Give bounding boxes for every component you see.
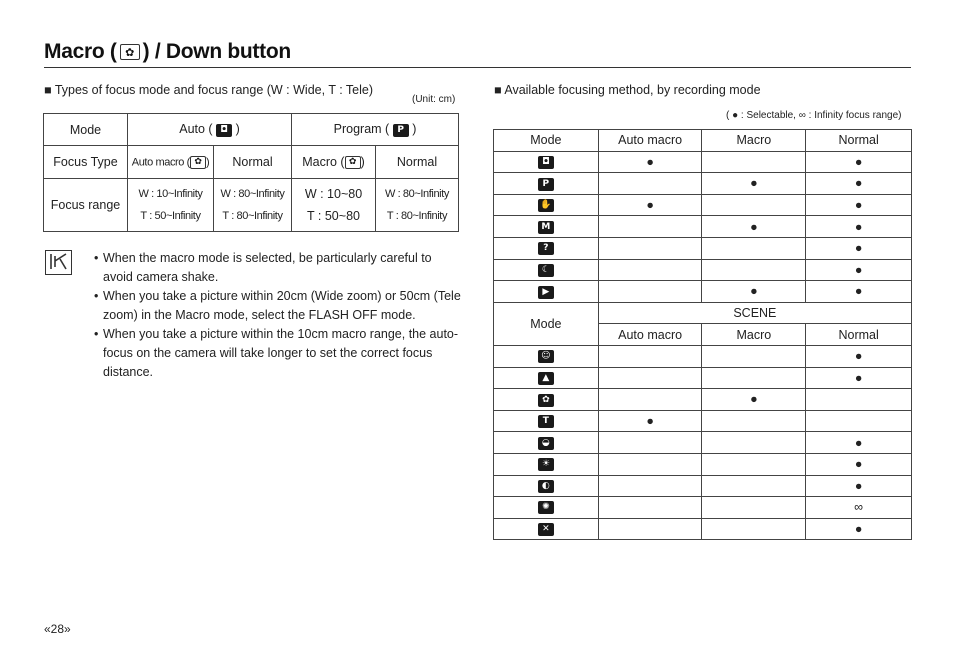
- normal-value: ●: [806, 216, 912, 238]
- table-row: [494, 497, 912, 519]
- normal-value: ●: [806, 453, 912, 475]
- normal-cell-1: Normal: [214, 146, 292, 179]
- page-title: [44, 40, 291, 64]
- normal-value: ●: [806, 518, 912, 540]
- focusing-method-heading: ■ Available focusing method, by recording mode: [494, 83, 761, 97]
- auto-macro-value: ●: [598, 151, 702, 173]
- manual-icon: M: [538, 221, 554, 234]
- camera-auto-icon: ◘: [538, 156, 554, 169]
- mode-icon-cell: [494, 518, 599, 540]
- range-w: W : 10~Infinity: [138, 188, 203, 200]
- auto-macro-value: ●: [598, 410, 702, 432]
- macro-value: [702, 518, 806, 540]
- range-t: T : 50~Infinity: [140, 210, 201, 222]
- auto-macro-value: [598, 475, 702, 497]
- normal-value: ●: [806, 259, 912, 281]
- scene-mode-header: Mode: [494, 302, 599, 345]
- range-auto-macro: [128, 179, 214, 232]
- caution-list: [94, 249, 464, 382]
- macro-value: ●: [702, 281, 806, 303]
- col-header: Normal: [806, 130, 912, 152]
- photo-help-icon: ?: [538, 242, 554, 255]
- mode-icon-cell: [494, 281, 599, 303]
- macro-value: ●: [702, 216, 806, 238]
- auto-macro-value: [598, 432, 702, 454]
- auto-macro-close: ): [205, 155, 210, 168]
- macro-value: [702, 151, 806, 173]
- macro-value: [702, 410, 806, 432]
- range-t: T : 80~Infinity: [222, 210, 283, 222]
- mode-icon-cell: [494, 453, 599, 475]
- table-row: [494, 259, 912, 281]
- macro-flower-icon: ✿: [190, 156, 206, 169]
- macro-value: [702, 367, 806, 389]
- normal-value: ●: [806, 194, 912, 216]
- macro-value: [702, 453, 806, 475]
- range-program-macro: [292, 179, 376, 232]
- macro-value: [702, 237, 806, 259]
- focus-mode-heading: ■ Types of focus mode and focus range (W : Wide, T : Tele): [44, 83, 374, 97]
- table-row: [494, 216, 912, 238]
- table-row: [494, 151, 912, 173]
- fireworks-icon: ✺: [538, 501, 554, 514]
- normal-value: ●: [806, 237, 912, 259]
- macro-flower-icon: ✿: [120, 44, 140, 60]
- table-row: [494, 281, 912, 303]
- table-row: [494, 410, 912, 432]
- sunset-icon: ◒: [538, 437, 554, 450]
- normal-value: ●: [806, 475, 912, 497]
- macro-close: ): [360, 154, 365, 169]
- table-row: [494, 432, 912, 454]
- beach-snow-icon: ✕: [538, 523, 554, 536]
- macro-value: [702, 194, 806, 216]
- page-number: «28»: [44, 622, 71, 636]
- focus-type-label: Focus Type: [44, 146, 128, 179]
- table-row: [494, 518, 912, 540]
- normal-value: [806, 389, 912, 411]
- caution-item: • When you take a picture within 20cm (Wide zoom) or 50cm (Tele zoom) in the Macro mode, select the FLASH OFF mode.: [94, 287, 464, 325]
- auto-macro-text: Auto macro (: [131, 155, 190, 168]
- night-icon: ☾: [538, 264, 554, 277]
- mode-icon-cell: [494, 259, 599, 281]
- col-header: Macro: [702, 324, 806, 346]
- program-icon: P: [538, 178, 554, 191]
- col-header: Auto macro: [598, 324, 702, 346]
- macro-value: ●: [702, 173, 806, 195]
- normal-value: ●: [806, 173, 912, 195]
- dawn-icon: ☀: [538, 458, 554, 471]
- mode-icon-cell: [494, 151, 599, 173]
- focus-mode-heading-text: Types of focus mode and focus range (W : Wide, T : Tele): [54, 83, 374, 97]
- program-label: Program (: [333, 122, 390, 137]
- mode-icon-cell: [494, 475, 599, 497]
- backlight-icon: ◐: [538, 480, 554, 493]
- unit-label: (Unit: cm): [412, 94, 456, 105]
- col-header: Mode: [494, 130, 599, 152]
- range-w: W : 80~Infinity: [220, 188, 285, 200]
- col-header: Macro: [702, 130, 806, 152]
- header-auto: [128, 114, 292, 146]
- macro-value: ●: [702, 389, 806, 411]
- range-t: T : 80~Infinity: [386, 210, 448, 222]
- macro-value: [702, 475, 806, 497]
- auto-macro-value: [598, 281, 702, 303]
- title-rule: [44, 67, 911, 68]
- header-mode: Mode: [44, 114, 128, 146]
- auto-macro-value: [598, 259, 702, 281]
- range-program-normal: [376, 179, 459, 232]
- macro-value: [702, 432, 806, 454]
- normal-value: ∞: [806, 497, 912, 519]
- macro-value: [702, 497, 806, 519]
- table-row: [494, 237, 912, 259]
- range-w: W : 80~Infinity: [384, 188, 449, 200]
- auto-macro-value: ●: [598, 194, 702, 216]
- table-row: [494, 453, 912, 475]
- table-row: [494, 345, 912, 367]
- auto-macro-value: [598, 389, 702, 411]
- auto-macro-value: [598, 216, 702, 238]
- auto-macro-value: [598, 518, 702, 540]
- table-row: [494, 389, 912, 411]
- normal-value: [806, 410, 912, 432]
- landscape-icon: ▲: [538, 372, 554, 385]
- normal-value: ●: [806, 281, 912, 303]
- header-program: [292, 114, 459, 146]
- auto-macro-value: [598, 497, 702, 519]
- caution-item: • When the macro mode is selected, be particularly careful to avoid camera shake.: [94, 249, 464, 287]
- program-close: ): [412, 122, 417, 137]
- table-header-row: [494, 130, 912, 152]
- mode-icon-cell: [494, 345, 599, 367]
- mode-icon-cell: [494, 497, 599, 519]
- range-w: W : 10~80: [304, 187, 363, 201]
- table-row: [494, 475, 912, 497]
- focusing-method-heading-text: Available focusing method, by recording mode: [504, 83, 761, 97]
- caution-item: • When you take a picture within the 10cm macro range, the auto-focus on the camera will take longer to set the correct focus distance.: [94, 325, 464, 382]
- mode-icon-cell: [494, 216, 599, 238]
- portrait-icon: ☺: [538, 350, 554, 363]
- macro-value: [702, 259, 806, 281]
- table-row: [494, 367, 912, 389]
- scene-header-row: [494, 302, 912, 324]
- movie-icon: ▶: [538, 286, 554, 299]
- auto-macro-value: [598, 173, 702, 195]
- normal-value: ●: [806, 345, 912, 367]
- auto-macro-value: [598, 367, 702, 389]
- mode-icon-cell: [494, 432, 599, 454]
- range-auto-normal: [214, 179, 292, 232]
- title-text-start: Macro (: [44, 40, 117, 63]
- auto-macro-value: [598, 345, 702, 367]
- focus-range-table: [43, 113, 459, 232]
- camera-auto-icon: ◘: [216, 124, 232, 137]
- mode-icon-cell: [494, 389, 599, 411]
- col-header: Auto macro: [598, 130, 702, 152]
- dis-icon: ✋: [538, 199, 554, 212]
- auto-macro-value: [598, 453, 702, 475]
- memo-note-icon: [45, 250, 72, 275]
- legend-label: ( ● : Selectable, ∞ : Infinity focus range): [726, 110, 902, 121]
- normal-value: ●: [806, 151, 912, 173]
- mode-icon-cell: [494, 237, 599, 259]
- title-text-end: ) / Down button: [142, 40, 291, 63]
- col-header: Normal: [806, 324, 912, 346]
- macro-cell: [292, 146, 376, 179]
- normal-cell-2: Normal: [376, 146, 459, 179]
- normal-value: ●: [806, 367, 912, 389]
- scene-label: SCENE: [598, 302, 911, 324]
- macro-value: [702, 345, 806, 367]
- table-row: [494, 194, 912, 216]
- normal-value: ●: [806, 432, 912, 454]
- mode-icon-cell: [494, 410, 599, 432]
- mode-icon-cell: [494, 367, 599, 389]
- auto-close: ): [235, 122, 240, 137]
- auto-label: Auto (: [179, 122, 213, 137]
- auto-macro-value: [598, 237, 702, 259]
- mode-icon-cell: [494, 194, 599, 216]
- macro-text: Macro (: [302, 154, 345, 169]
- range-t: T : 50~80: [307, 209, 360, 223]
- auto-macro-cell: [128, 146, 214, 179]
- text-icon: T: [538, 415, 554, 428]
- closeup-icon: ✿: [538, 394, 554, 407]
- macro-flower-icon: ✿: [345, 156, 361, 169]
- focusing-method-table: [493, 129, 912, 540]
- program-icon: P: [393, 124, 409, 137]
- mode-icon-cell: [494, 173, 599, 195]
- focus-range-label: Focus range: [44, 179, 128, 232]
- table-row: [494, 173, 912, 195]
